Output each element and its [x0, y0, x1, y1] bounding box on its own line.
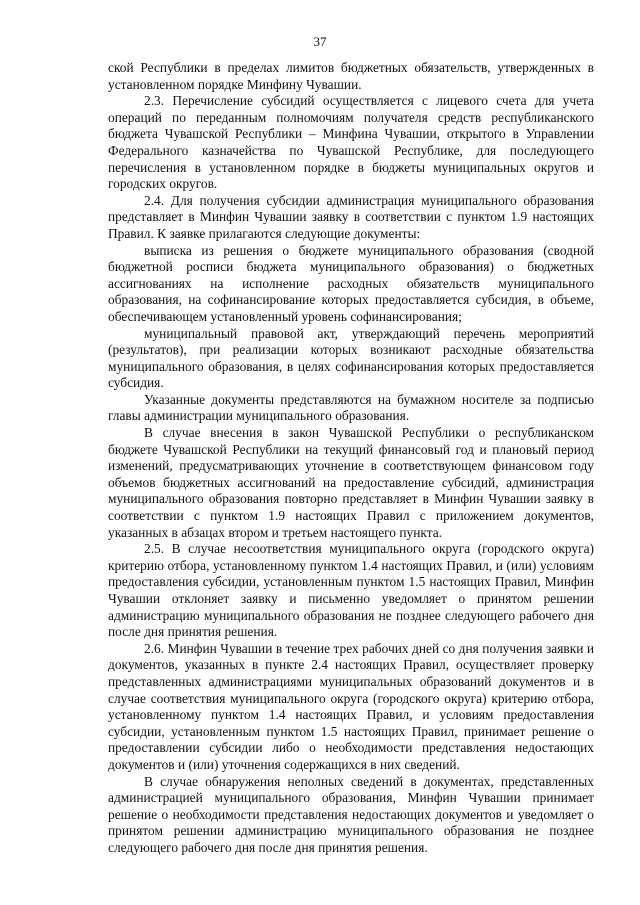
paragraph-2-4: 2.4. Для получения субсидии администрация муниципального образования представляет в Минфин Чувашии заявку в соответствии с пунктом 1.9 настоящих Правил. К заявке прилагаются следующие документы: — [108, 192, 594, 241]
paragraph-incomplete-info: В случае обнаружения неполных сведений в документах, представленных администрацией муниципального образования, Минфин Чувашии принимает решение о необходимости представления недостающих документов и уведомляет о принятом решении администрацию муниципального образования не позднее следующего рабочего дня после дня принятия решения. — [108, 773, 594, 855]
paragraph-law-amendments: В случае внесения в закон Чувашской Республики о республиканском бюджете Чувашской Республики на текущий финансовый год и плановый период изменений, предусматривающих уточнение в соответствующем финансовом году объемов бюджетных ассигнований на предоставление субсидий, администрация муниципального образования повторно представляет в Минфин Чувашии заявку в соответствии с пунктом 1.9 настоящих Правил с приложением документов, указанных в абзацах втором и третьем настоящего пункта. — [108, 425, 594, 540]
paragraph-2-5: 2.5. В случае несоответствия муниципального округа (городского округа) критерию отбора, установленному пунктом 1.4 настоящих Правил, и (или) условиям предоставления субсидии, установленным пунктом 1.5 настоящих Правил, Минфин Чувашии отклоняет заявку и письменно уведомляет о принятом решении администрацию муниципального образования не позднее следующего рабочего дня после дня принятия решения. — [108, 541, 594, 640]
paragraph-documents-paper: Указанные документы представляются на бумажном носителе за подписью главы администрации муниципального образования. — [108, 391, 594, 424]
paragraph-continuation: ской Республики в пределах лимитов бюджетных обязательств, утвержденных в установленном порядке Минфину Чувашии. — [108, 60, 594, 92]
paragraph-budget-extract: выписка из решения о бюджете муниципального образования (сводной бюджетной росписи бюджета муниципального образования) о бюджетных ассигнованиях на исполнение расходных обязательств муниципального образования, на софинансирование которых предоставляется субсидия, в объеме, обеспечивающем установленный уровень софинансирования; — [108, 242, 594, 324]
document-body — [108, 60, 594, 857]
paragraph-2-6: 2.6. Минфин Чувашии в течение трех рабочих дней со дня получения заявки и документов, указанных в пункте 2.4 настоящих Правил, осуществляет проверку представленных администрациями муниципальных образований документов и в случае соответствия муниципального округа (городского округа) критерию отбора, установленному пунктом 1.4 настоящих Правил, и условиям предоставления субсидии, установленным пунктом 1.5 настоящих Правил, принимает решение о предоставлении субсидии либо о необходимости представления недостающих документов и (или) уточнения содержащихся в них сведений. — [108, 640, 594, 772]
paragraph-municipal-act: муниципальный правовой акт, утверждающий перечень мероприятий (результатов), при реализации которых возникают расходные обязательства муниципального образования, в целях софинансирования которых предоставляется субсидия. — [108, 325, 594, 391]
page-number: 37 — [313, 34, 327, 49]
paragraph-2-3: 2.3. Перечисление субсидий осуществляется с лицевого счета для учета операций по переданным полномочиям получателя средств республиканского бюджета Чувашской Республики – Минфина Чувашии, открытого в Управлении Федерального казначейства по Чувашской Республике, для последующего перечисления в установленном порядке в бюджеты муниципальных округов и городских округов. — [108, 93, 594, 192]
